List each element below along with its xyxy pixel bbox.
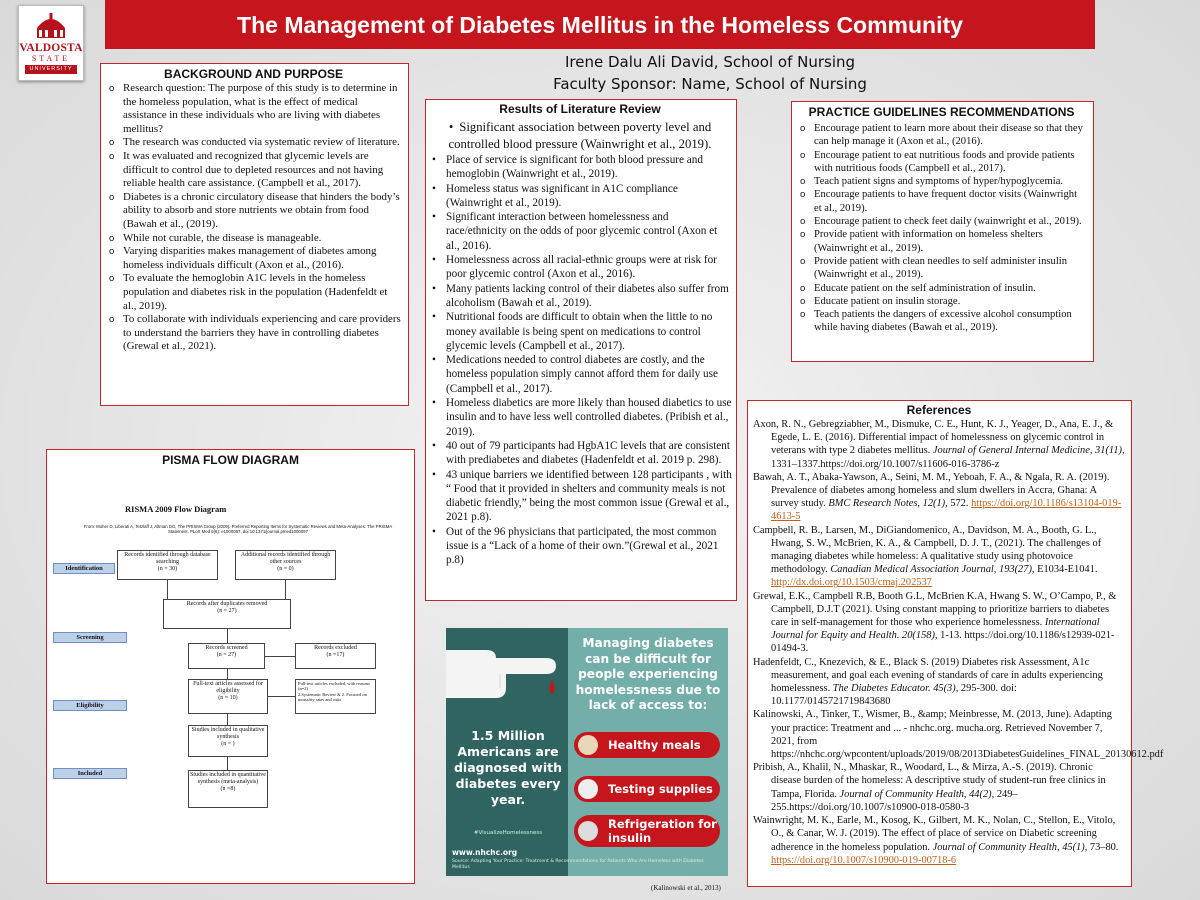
- list-item: o Research question: The purpose of this study is to determine in the homeless population, what is the effect of medical assistance in these individuals who are living with diabetes mellitus?: [105, 82, 402, 136]
- box-after-duplicates: Records after duplicates removed (n = 27): [163, 599, 291, 629]
- list-item: o To evaluate the hemoglobin A1C levels in the homeless population and diabetes risk in the population (Hadenfeldt et al., 2019).: [105, 272, 402, 313]
- list-item: • 43 unique barriers we identified between 128 participants , with “ Food that it provided in shelters and community meals is not diabetic friendly,” being the most common issue (Grewal et al., 2021 p.8).: [428, 468, 732, 525]
- university-logo: [18, 5, 84, 81]
- list-item: o Educate patient on insulin storage.: [796, 295, 1087, 308]
- stage-eligibility: Eligibility: [53, 700, 127, 711]
- list-item: • Homelessness across all racial-ethnic groups were at risk for poor glycemic control (Axon et al., 2016).: [428, 253, 732, 282]
- list-item: o Encourage patients to have frequent doctor visits (Wainwright et al., 2019).: [796, 188, 1087, 215]
- list-item: o Teach patient signs and symptoms of hyper/hypoglycemia.: [796, 175, 1087, 188]
- website: www.nhchc.org: [452, 848, 518, 857]
- reference-item: [753, 761, 1125, 814]
- reference-text: Wainwright, M. K., Earle, M., Kosog, K., Gilbert, M. K., Nolan, C., Stellon, E., Vitolo, O., & Canar, W. J. (2019). The effect of place of service on Diabetic screening adherence in the homeless population.: [753, 815, 1116, 853]
- list-item: • Many patients lacking control of their diabetes also suffer from alcoholism (Bawah et al., 2019).: [428, 282, 732, 311]
- list-item: • Significant interaction between homelessness and race/ethnicity on the odds of poor glycemic control (Axon et al., 2016).: [428, 210, 732, 253]
- hashtag: #VisualizeHomelessness: [473, 830, 543, 836]
- reference-link[interactable]: https://doi.org/10.1007/s10900-019-00718-6: [771, 854, 957, 866]
- logo-line2: STATE: [31, 54, 71, 63]
- flow-connector: [268, 696, 295, 697]
- reference-volume: 12(1),: [922, 498, 948, 510]
- pill-label: Healthy meals: [608, 738, 701, 752]
- reference-link[interactable]: https://doi.org/10.1186/s13104-019-4613-5: [771, 498, 1122, 523]
- list-item: o It was evaluated and recognized that glycemic levels are difficult to control due to depleted resources and not having reliable health care assistance. (Campbell et al., 2017).: [105, 150, 402, 191]
- list-item: • Out of the 96 physicians that participated, the most common issue is a “Lack of a home of their own.”(Grewal et al., 2021 p.8): [428, 525, 732, 568]
- references-section: [747, 400, 1164, 887]
- reference-item: [753, 814, 1125, 867]
- flow-connector: [167, 580, 168, 599]
- reference-tail: 572.: [947, 498, 972, 510]
- flow-connector: [227, 757, 228, 770]
- list-item: • Homeless diabetics are more likely than housed diabetics to use insulin and to have less well controlled diabetes. (Pribish et al., 2019).: [428, 396, 732, 439]
- list-item: • Homeless status was significant in A1C compliance (Wainwright et al., 2019).: [428, 182, 732, 211]
- list-item: o Varying disparities makes management of diabetes among homeless individuals difficult (Axon et al., (2016).: [105, 245, 402, 272]
- pisma-heading: PISMA FLOW DIAGRAM: [162, 453, 299, 467]
- logo-line3: UNIVERSITY: [25, 65, 77, 74]
- diagram-title: RISMA 2009 Flow Diagram: [125, 504, 227, 514]
- literature-section: [425, 99, 737, 601]
- reference-item: [753, 590, 1125, 656]
- box-qualitative-synthesis: Studies included in qualitative synthesis (n = ): [188, 725, 268, 757]
- pill-refrigeration: [574, 815, 720, 847]
- reference-tail: ,: [1056, 841, 1063, 853]
- list-item: • Medications needed to control diabetes are costly, and the homeless population simply cannot afford them for daily use (Campbell et al., 2017).: [428, 353, 732, 396]
- stage-included: Included: [53, 768, 127, 779]
- list-item: o To collaborate with individuals experiencing and care providers to understand the barriers they have in controlling diabetes (Grewal et al., 2021).: [105, 313, 402, 354]
- pill-testing-supplies: [574, 776, 720, 802]
- background-heading: BACKGROUND AND PURPOSE: [164, 67, 343, 81]
- pisma-section: [46, 449, 415, 884]
- references-heading: References: [906, 403, 972, 417]
- reference-item: [753, 471, 1125, 524]
- pill-healthy-meals: [574, 732, 720, 758]
- pill-label: Refrigeration for insulin: [608, 817, 717, 845]
- reference-item: [753, 708, 1164, 761]
- literature-list: [428, 153, 732, 568]
- sponsor-line: Faculty Sponsor: Name, School of Nursing: [553, 75, 867, 93]
- background-list: [105, 82, 402, 354]
- reference-tail: 1-13. https://doi.org/10.1186/s12939-021-01494-3.: [771, 630, 1115, 655]
- reference-journal: Canadian Medical Association Journal, 193(27),: [830, 564, 1035, 576]
- list-item: o Educate patient on the self administration of insulin.: [796, 282, 1087, 295]
- finger-prick-icon: [446, 628, 568, 728]
- author-block: [470, 51, 950, 95]
- reference-tail: 73–80.: [1087, 841, 1119, 853]
- reference-text: Kalinowski, A., Tinker, T., Wismer, B., &amp; Meinbresse, M. (2013, June). Adapting your practice: Treatment and ... - nhchc.org. mucha.org. Retrieved November 7, 2021, from https://nhchc.org/wpcontent/uploads/2019/08/2013DiabetesGuidelines_FINAL_20130612.pdf: [753, 709, 1164, 761]
- reference-item: [753, 524, 1125, 590]
- reference-link[interactable]: http://dx.doi.org/10.1503/cmaj.202537: [771, 577, 932, 589]
- reference-journal: BMC Research Notes: [828, 498, 918, 510]
- dome-icon: [33, 12, 69, 40]
- reference-item: [753, 418, 1125, 471]
- reference-volume: 45(1),: [1062, 841, 1088, 853]
- reference-item: [753, 656, 1125, 709]
- reference-text: Pribish, A., Khalil, N., Mhaskar, R., Woodard, L., & Mirza, A.-S. (2019). Chronic disease burden of the homeless: A descriptive study of student-run free clinics in Tampa, Florida.: [753, 762, 1106, 800]
- list-item: o Teach patients the dangers of excessive alcohol consumption while having diabetes (Bawah et al., 2019).: [796, 308, 1087, 335]
- infographic-headline: Managing diabetes can be difficult for people experiencing homelessness due to lack of access to:: [575, 636, 721, 712]
- author-line: Irene Dalu Ali David, School of Nursing: [564, 53, 856, 71]
- list-item: o Encourage patient to learn more about their disease so that they can help manage it (Axon et al., (2016).: [796, 122, 1087, 149]
- list-item: o Provide patient with clean needles to self administer insulin (Wainwright et al., 2019).: [796, 255, 1087, 282]
- box-fulltext-assessed: Full-text articles assessed for eligibility (n = 10): [188, 679, 268, 714]
- needle-icon: [578, 779, 598, 799]
- flow-connector: [227, 714, 228, 725]
- list-item: o Diabetes is a chronic circulatory disease that hinders the body’s ability to absorb and store nutrients we obtain from food (Bawah et al., (2019).: [105, 191, 402, 232]
- pill-label: Testing supplies: [608, 782, 713, 796]
- list-item: o While not curable, the disease is manageable.: [105, 232, 402, 246]
- meal-icon: [578, 735, 598, 755]
- literature-lead: • Significant association between poverty level and controlled blood pressure (Wainwright et al., 2019).: [448, 120, 712, 151]
- flow-connector: [227, 669, 228, 679]
- reference-tail: 249–255.https://doi.org/10.1007/s10900-018-0580-3: [771, 788, 1018, 813]
- stage-screening: Screening: [53, 632, 127, 643]
- practice-list: [796, 122, 1087, 335]
- literature-heading: Results of Literature Review: [499, 102, 661, 116]
- infographic-caption: (Kalinowski et al., 2013): [651, 884, 721, 892]
- reference-tail: ,: [917, 498, 923, 510]
- box-database-records: Records identified through database searching (n = 30): [117, 550, 218, 580]
- reference-text: Bawah, A. T., Abaka-Yawson, A., Seini, M. M., Yeboah, F. A., & Ngala, R. A. (2019). Prevalence of diabetes among homeless and slum dwellers in Accra, Ghana: A survey study.: [753, 471, 1110, 510]
- reference-text: Axon, R. N., Gebregziabher, M., Dismuke, C. E., Hunt, K. J., Yeager, D., Ana, E. J., & Egede, L. E. (2016). Differential impact of homelessness on glycemic control in veterans with type 2 diabetes mellitus.: [753, 419, 1114, 457]
- background-section: [100, 63, 409, 406]
- box-fulltext-excluded: Full-text articles excluded, with reasons (n=2) 2.Systematic Review & 2. Focused on mortality rates and risks: [295, 679, 376, 714]
- diagram-source-note: From: Moher D, Liberati A, Tetzlaff J, Altman DG, The PRISMA Group (2009). Preferred Reporting Items for Systematic Reviews and Meta-Analyses: The PRISMA Statement. PLoS Med 6(6): e1000097. doi:10.1371/journal.pmed1000097: [83, 524, 393, 534]
- flow-connector: [265, 656, 295, 657]
- list-item: • Nutritional foods are difficult to obtain when the little to no money available is being spent on medications to control glycemic levels (Campbell et al., 2017).: [428, 310, 732, 353]
- box-records-screened: Records screened (n = 27): [188, 643, 265, 669]
- infographic-source: Source: Adapting Your Practice: Treatment & Recommendations for Patients Who Are Homeless with Diabetes Mellitus: [452, 859, 704, 870]
- practice-heading: PRACTICE GUIDELINES RECOMMENDATIONS: [808, 105, 1075, 119]
- reference-text: Hadenfeldt, C., Knezevich, & E., Black S. (2019) Diabetes risk Assessment, A1c measurement, and goal each evening of standards of care in adults experiencing homelessness.: [753, 656, 1103, 695]
- reference-tail: 295-300. doi: 10.1177/0145721719843680: [771, 683, 1017, 708]
- insulin-vial-icon: [578, 821, 598, 841]
- flow-connector: [227, 629, 228, 643]
- list-item: o Provide patient with information on homeless shelters (Wainwright et al., 2019).: [796, 228, 1087, 255]
- practice-section: [791, 101, 1094, 362]
- diabetes-infographic: [446, 628, 728, 876]
- list-item: o Encourage patient to check feet daily (wainwright et al., 2019).: [796, 215, 1087, 228]
- reference-text: Grewal, E.K., Campbell R.B, Booth G.L, McBrien K.A, Hwang S. W., O’Campo, P., & Campbell, D.J.T (2021). Using constant mapping to prioritize barriers to diabetes care in self-management for those who experience homelessness.: [753, 590, 1117, 629]
- reference-journal: International Journal for Equity and Health. 20(158),: [771, 617, 1100, 642]
- poster-title: The Management of Diabetes Mellitus in the Homeless Community: [105, 0, 1095, 49]
- reference-text: Campbell, R. B., Larsen, M., DiGiandomenico, A., Davidson, M. A., Booth, G. L., Hwang, S. W., McBrien, K. A., & Campbell, D. J. T., (2021). The challenges of managing diabetes while homeless: A qualitative study using photovoice methodology.: [753, 524, 1102, 576]
- reference-tail: 1331–1337.https://doi.org/10.1007/s11606-016-3786-z: [771, 458, 1000, 470]
- reference-journal: Journal of Community Health, 44(2),: [839, 788, 995, 800]
- list-item: o Encourage patient to eat nutritious foods and provide patients with nutritious foods (Campbell et al., 2017).: [796, 149, 1087, 176]
- box-other-records: Additional records identified through other sources (n = 0): [235, 550, 336, 580]
- stage-identification: Identification: [53, 563, 115, 574]
- reference-journal: Journal of General Internal Medicine, 31(11),: [932, 445, 1125, 457]
- reference-journal: Journal of Community Health: [932, 841, 1057, 853]
- list-item: o The research was conducted via systematic review of literature.: [105, 136, 402, 150]
- logo-line1: VALDOSTA: [19, 42, 83, 54]
- reference-journal: The Diabetes Educator. 45(3),: [832, 683, 959, 695]
- list-item: • 40 out of 79 participants had HgbA1C levels that are consistent with prediabetes and diabetes (Hadenfeldt et al. 2019 p. 298).: [428, 439, 732, 468]
- reference-tail: E1034-E1041.: [1034, 564, 1098, 576]
- flow-connector: [285, 580, 286, 599]
- stat-text: 1.5 Million Americans are diagnosed with diabetes every year.: [453, 728, 563, 807]
- lead-text: Significant association between poverty level and controlled blood pressure (Wainwright et al., 2019).: [448, 120, 712, 151]
- box-quantitative-synthesis: Studies included in quantitative synthesis (meta-analysis) (n =8): [188, 770, 268, 808]
- list-item: • Place of service is significant for both blood pressure and hemoglobin (Wainwright et al., 2019).: [428, 153, 732, 182]
- box-records-excluded: Records excluded (n =17): [295, 643, 376, 669]
